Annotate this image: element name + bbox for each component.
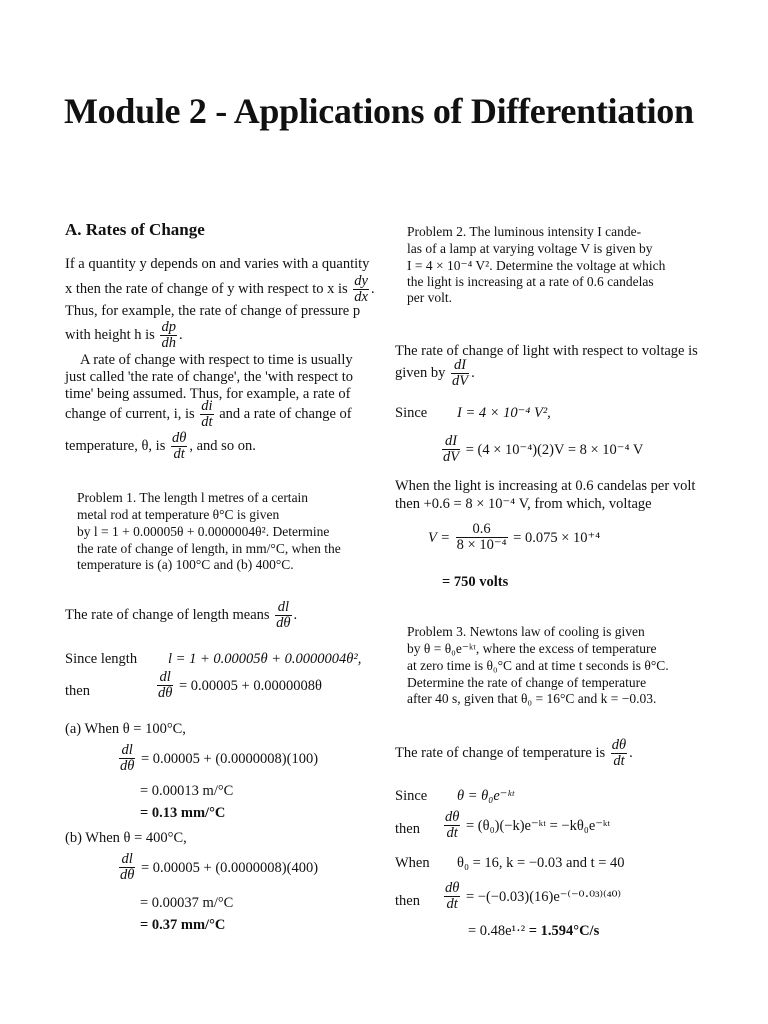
problem2-line-4: the light is increasing at a rate of 0.6 candelas	[407, 274, 654, 289]
problem3-line-3: at zero time is θ₀°C and at time t seconds is θ°C.	[407, 658, 669, 673]
fraction-dp-dh: $\frac{dp}{dh}$	[161, 319, 176, 351]
part-a-label: (a) When θ = 100°C,	[65, 721, 186, 737]
problem1-line-2: metal rod at temperature θ°C is given	[77, 507, 280, 522]
part-b-line-1: $\frac{dl}{d\theta}$ = 0.00005 + (0.0000008)(400)	[120, 851, 319, 883]
solution2-since-label: Since	[395, 405, 428, 421]
solution2-line-2: given by $\frac{dI}{dV}$ .	[395, 357, 475, 389]
problem1-line-5: temperature is (a) 100°C and (b) 400°C.	[77, 557, 294, 572]
para2-line-4: change of current, i, is $\frac{di}{dt}$ and a rate of change of	[65, 398, 352, 430]
solution2-when-line-1: When the light is increasing at 0.6 candelas per volt	[395, 478, 696, 494]
problem1-line-1: Problem 1. The length l metres of a certain	[77, 490, 309, 505]
solution1-then-eq: $\frac{dl}{d\theta}$ = 0.00005 + 0.0000008θ	[158, 669, 322, 701]
intro-line-2: x then the rate of change of y with respect to x is $\frac{dy}{dx}$ .	[65, 273, 375, 305]
intro-line-4: with height h is $\frac{dp}{dh}$ .	[65, 319, 183, 351]
problem2-line-2: las of a lamp at varying voltage V is given by	[407, 241, 653, 256]
problem2-line-1: Problem 2. The luminous intensity I cande-	[407, 224, 642, 239]
fraction-di-dt: $\frac{di}{dt}$	[201, 398, 213, 430]
fraction-dtheta-dt-2: $\frac{d\theta}{dt}$	[611, 737, 627, 769]
solution2-derivative: $\frac{dI}{dV}$ = (4 × 10⁻⁴)(2)V = 8 × 10⁻⁴ V	[443, 433, 644, 465]
para2-line-5: temperature, θ, is $\frac{d\theta}{dt}$ , and so on.	[65, 430, 256, 462]
part-a-answer: = 0.13 mm/°C	[140, 805, 226, 821]
problem3-line-1: Problem 3. Newtons law of cooling is given	[407, 624, 645, 639]
solution3-when-eq: θ₀ = 16, k = −0.03 and t = 40	[457, 855, 625, 871]
solution3-then2-eq: $\frac{d\theta}{dt}$ = −(−0.03)(16)e⁻⁽⁻⁰·⁰³⁾⁽⁴⁰⁾	[445, 880, 622, 912]
solution3-last-line: = 0.48e¹·² = 1.594°C/s	[468, 923, 600, 939]
problem3-line-5: after 40 s, given that θ₀ = 16°C and k = −0.03.	[407, 691, 657, 706]
solution3-since-label: Since	[395, 788, 428, 804]
solution3-then-label: then	[395, 821, 420, 837]
para2-line-2: just called 'the rate of change', the 'with respect to	[65, 369, 354, 385]
section-heading: A. Rates of Change	[65, 220, 205, 239]
solution2-line-1: The rate of change of light with respect to voltage is	[395, 343, 698, 359]
problem3-line-4: Determine the rate of change of temperature	[407, 675, 647, 690]
solution2-since-eq: I = 4 × 10⁻⁴ V²,	[457, 405, 551, 421]
para2-line-1: A rate of change with respect to time is usually	[80, 352, 353, 368]
solution2-when-line-2: then +0.6 = 8 × 10⁻⁴ V, from which, voltage	[395, 496, 652, 512]
solution3-when-label: When	[395, 855, 430, 871]
solution3-answer: = 1.594°C/s	[528, 923, 600, 939]
problem1-line-3: by l = 1 + 0.00005θ + 0.0000004θ². Determine	[77, 524, 330, 539]
solution1-then-label: then	[65, 683, 90, 699]
fraction-dy-dx: $\frac{dy}{dx}$	[354, 273, 368, 305]
intro-line-3: Thus, for example, the rate of change of pressure p	[65, 303, 361, 319]
fraction-dtheta-dt: $\frac{d\theta}{dt}$	[171, 430, 187, 462]
intro-line-1: If a quantity y depends on and varies with a quantity	[65, 256, 370, 272]
solution2-voltage-eq: V = $\frac{0.6}{\text{8 × 10⁻⁴}}$ = 0.075 × 10⁺⁴	[428, 521, 601, 553]
problem2-line-5: per volt.	[407, 290, 452, 305]
solution2-answer: = 750 volts	[442, 574, 509, 590]
solution1-since-eq: l = 1 + 0.00005θ + 0.0000004θ²,	[168, 651, 362, 667]
problem2-line-3: I = 4 × 10⁻⁴ V². Determine the voltage at which	[407, 258, 666, 273]
part-b-line-2: = 0.00037 m/°C	[140, 895, 234, 911]
page-title: Module 2 - Applications of Differentiation	[64, 91, 694, 131]
solution3-since-eq: θ = θ₀e⁻ᵏᵗ	[457, 788, 514, 804]
part-a-line-1: $\frac{dl}{d\theta}$ = 0.00005 + (0.0000008)(100)	[120, 742, 319, 774]
part-b-answer: = 0.37 mm/°C	[140, 917, 226, 933]
solution3-then2-label: then	[395, 893, 420, 909]
fraction-dI-dV: $\frac{dI}{dV}$	[451, 357, 469, 389]
problem3-line-2: by θ = θ₀e⁻ᵏᵗ, where the excess of temperature	[407, 641, 657, 656]
solution1-intro: The rate of change of length means $\frac{dl}{d\theta}$ .	[65, 599, 298, 631]
solution3-then-eq: $\frac{d\theta}{dt}$ = (θ₀)(−k)e⁻ᵏᵗ = −kθ₀e⁻ᵏᵗ	[445, 809, 611, 841]
solution3-intro: The rate of change of temperature is $\frac{d\theta}{dt}$ .	[395, 737, 633, 769]
fraction-dl-dtheta: $\frac{dl}{d\theta}$	[276, 599, 291, 631]
part-b-label: (b) When θ = 400°C,	[65, 830, 187, 846]
part-a-line-2: = 0.00013 m/°C	[140, 783, 234, 799]
solution1-since-label: Since length	[65, 651, 138, 667]
problem1-line-4: the rate of change of length, in mm/°C, when the	[77, 541, 341, 556]
para2-line-3: time' being assumed. Thus, for example, a rate of	[65, 386, 351, 402]
